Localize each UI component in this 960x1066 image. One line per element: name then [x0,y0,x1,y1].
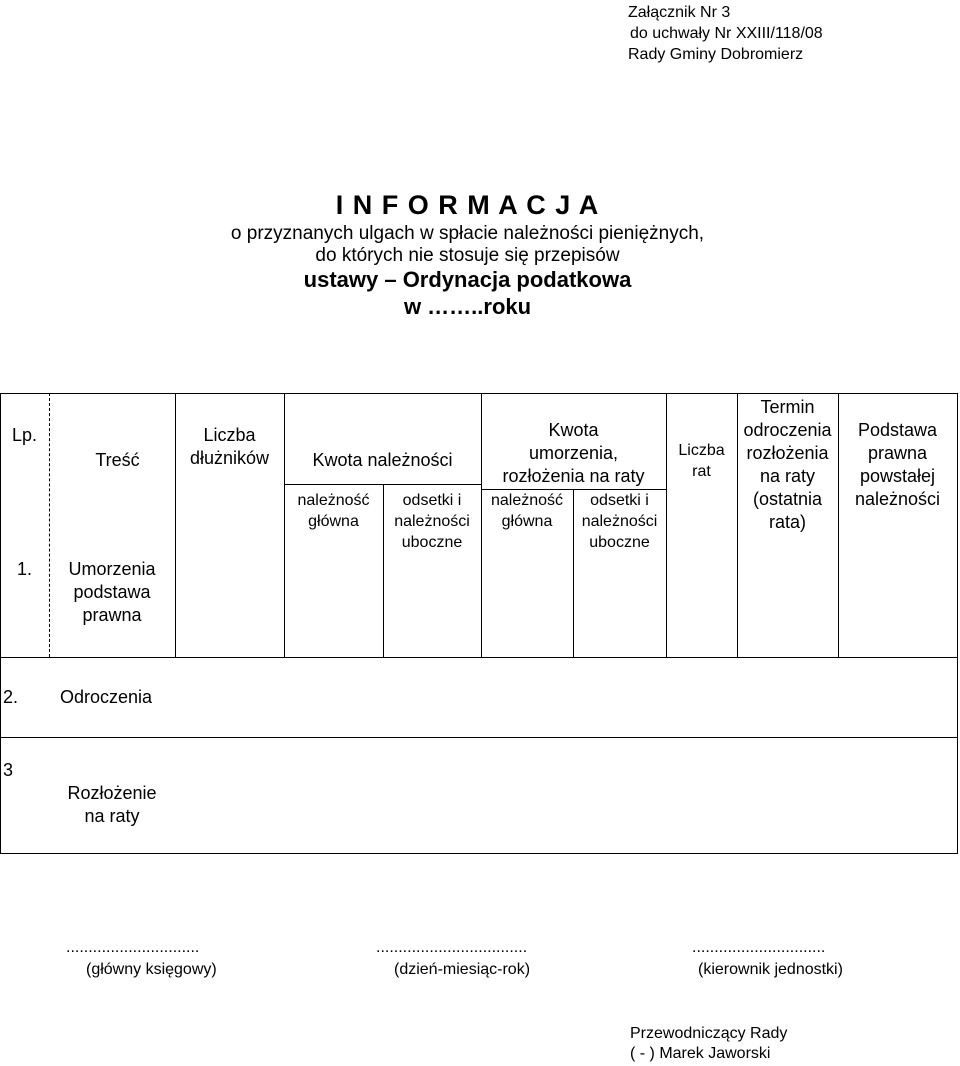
header-podstawa-prawna: Podstawa prawna powstałej należności [854,420,941,509]
signature-dots-date: .................................. [376,939,528,956]
chair-title: Przewodniczący Rady [630,1025,788,1042]
header-kwota-naleznosci: Kwota należności [312,450,453,470]
table-border-bottom [0,853,958,854]
annex-line-2: do uchwały Nr XXIII/118/08 [630,25,823,42]
header-tresc: Treść [95,450,140,470]
annex-line-1: Załącznik Nr 3 [628,4,731,21]
signature-label-date: (dzień-miesiąc-rok) [394,961,531,978]
signature-dots-unit-head: .............................. [692,939,826,956]
header-kwota-umorzenia: Kwota umorzenia, rozłożenia na raty [502,420,645,486]
subheader-odsetki-2: odsetki i należności uboczne [581,492,658,551]
header-liczba-rat: Liczba rat [678,442,725,480]
row-1-label: Umorzenia podstawa prawna [68,559,156,625]
document-year-line: w ……..roku [403,294,532,319]
header-termin: Termin odroczenia rozłożenia na raty (ostatnia rata) [743,397,832,532]
row-1-lp: 1. [16,559,32,579]
table-border-top [0,393,958,394]
header-lp: Lp. [11,425,38,445]
row-3-lp: 3 [3,760,14,780]
chair-name: ( - ) Marek Jaworski [630,1045,771,1062]
signature-label-unit-head: (kierownik jednostki) [698,961,843,978]
annex-line-3: Rady Gminy Dobromierz [628,46,804,63]
subheader-odsetki-1: odsetki i należności uboczne [394,492,470,551]
table-divider-row-1 [0,657,958,658]
table-divider-row-2 [0,737,958,738]
document-subtitle-line-3: ustawy – Ordynacja podatkowa [303,267,632,292]
row-2-lp: 2. [3,687,19,707]
council-chair-signature [630,1024,787,1064]
column-divider-7 [666,393,667,657]
signature-dots-chief-accountant: .............................. [66,939,200,956]
row-3-label: Rozłożenie na raty [67,783,157,826]
header-liczba-dluznikow: Liczba dłużników [189,425,270,468]
document-subtitle-line-2: do których nie stosuje się przepisów [315,245,620,266]
table-border-right [957,393,958,854]
signature-label-chief-accountant: (główny księgowy) [86,961,217,978]
subheader-naleznosc-glowna-2: należność główna [490,492,564,530]
subheader-naleznosc-glowna-1: należność główna [297,492,370,530]
document-subtitle-line-1: o przyznanych ulgach w spłacie należności pieniężnych, [230,223,705,244]
table-border-left [0,393,1,854]
row-2-label: Odroczenia [60,687,153,707]
document-title: I N F O R M A C J A [335,190,600,220]
